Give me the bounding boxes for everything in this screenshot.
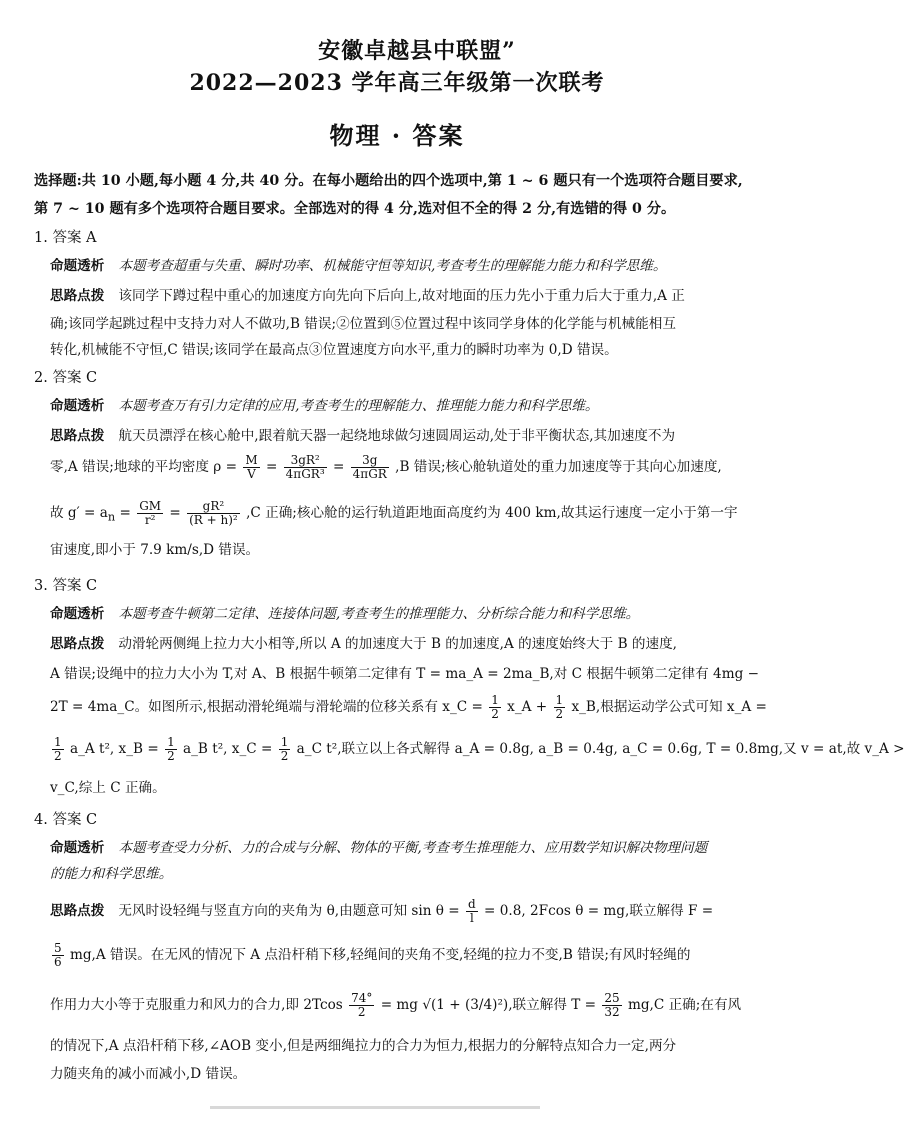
q4-hint-text-3a: 作用力大小等于克服重力和风力的合力,即 2Tcos: [50, 997, 343, 1013]
q4-analysis-line-2: 的能力和科学思维。: [50, 866, 173, 882]
q3-analysis-label: 命题透析: [50, 606, 105, 622]
q4-fraction-d-l: $\frac{d}{l}$: [468, 897, 476, 925]
q3-fraction-half-3: $\frac{1}{2}$: [54, 735, 62, 763]
q3-hint-line-4: [50, 735, 905, 763]
league-title: 安徽卓越县中联盟”: [318, 38, 516, 64]
q3-fraction-half-5: $\frac{1}{2}$: [280, 735, 289, 763]
q2-equals-2: =: [332, 459, 345, 475]
q4-fraction-25-32: $\frac{25}{32}$: [604, 991, 620, 1019]
q3-kinematics-2: a_B t², x_C =: [183, 741, 273, 757]
q3-kinematics-3: a_C t²,联立以上各式解得 a_A = 0.8g, a_B = 0.4g, a_C = 0.6g, T = 0.8mg,又 v = at,故 v_A >: [296, 741, 905, 757]
q3-hint-text-1: 动滑轮两侧绳上拉力大小相等,所以 A 的加速度大于 B 的加速度,A 的速度始终大于 B 的速度,: [118, 636, 677, 652]
q1-answer: 1. 答案 A: [34, 230, 97, 246]
q4-hint-line-4: 的情况下,A 点沿杆稍下移,∠AOB 变小,但是两细绳拉力的合力为恒力,根据力的分解特点知合力一定,两分: [50, 1038, 677, 1054]
q2-hint-line-3: [50, 500, 772, 527]
q3-answer: 3. 答案 C: [34, 578, 98, 594]
q2-analysis-text: 本题考查万有引力定律的应用,考查考生的理解能力、推理能力能力和科学思维。: [118, 398, 599, 414]
q4-fraction-74-2: $\frac{74^\circ}{2}$: [351, 991, 373, 1019]
q3-analysis-text: 本题考查牛顿第二定律、连接体问题,考查考生的推理能力、分析综合能力和科学思维。: [118, 606, 640, 622]
q2-equals-3: =: [119, 505, 131, 521]
q3-fraction-half-4: $\frac{1}{2}$: [167, 735, 175, 763]
q3-hint-line-2: A 错误;设绳中的拉力大小为 T,对 A、B 根据牛顿第二定律有 T = ma_A = 2ma_B,对 C 根据牛顿第二定律有 4mg −: [50, 666, 760, 682]
q2-fraction-rho-2: $\frac{3g}{\text{4πGR}}$: [352, 453, 387, 481]
q3-displacement-tail: x_B,根据运动学公式可知 x_A =: [571, 699, 767, 715]
q4-hint-line-1: [50, 898, 772, 925]
q4-analysis-label: 命题透析: [50, 840, 105, 856]
q3-hint-line-5: v_C,综上 C 正确。: [50, 780, 166, 796]
q4-hint-text-3c: mg,C 正确;在有风: [627, 997, 742, 1013]
q2-hint-text-1: 航天员漂浮在核心舱中,跟着航天器一起绕地球做匀速圆周运动,处于非平衡状态,其加速度不为: [118, 428, 676, 444]
q1-analysis-label: 命题透析: [50, 258, 105, 274]
q2-gprime-tail: ,C 正确;核心舱的运行轨道距地面高度约为 400 km,故其运行速度一定小于第一宇: [246, 505, 738, 521]
q3-displacement-text: 2T = 4ma_C。如图所示,根据动滑轮绳端与滑轮端的位移关系有 x_C =: [50, 699, 483, 715]
q1-hint-line-1: [50, 286, 772, 306]
q2-gprime-text: 故 g′ = a: [50, 505, 108, 521]
q1-analysis-text: 本题考查超重与失重、瞬时功率、机械能守恒等知识,考查考生的理解能力能力和科学思维。: [118, 258, 667, 274]
q2-hint-line-1: [50, 426, 772, 446]
footer-faded-line: [210, 1106, 540, 1109]
q3-fraction-half-1: $\frac{1}{2}$: [491, 693, 499, 721]
q4-hint-line-3: [50, 992, 772, 1019]
q1-hint-line-2: 确;该同学起跳过程中支持力对人不做功,B 错误;②位置到⑤位置过程中该同学身体的化学能与机械能相互: [50, 316, 676, 332]
q1-hint-label: 思路点拨: [50, 288, 105, 304]
q1-hint-text-1: 该同学下蹲过程中重心的加速度方向先向下后向上,故对地面的压力先小于重力后大于重力,A 正: [118, 288, 685, 304]
q3-hint-label: 思路点拨: [50, 636, 105, 652]
q3-fraction-half-2: $\frac{1}{2}$: [555, 693, 564, 721]
q2-equals-1: =: [265, 459, 278, 475]
q4-hint-line-5: 力随夹角的减小而减小,D 错误。: [50, 1066, 247, 1082]
instructions-line-2: 第 7 ~ 10 题有多个选项符合题目要求。全部选对的得 4 分,选对但不全的得 2 分,有选错的得 0 分。: [34, 201, 676, 217]
q2-fraction-m-v: $\frac{M}{V}$: [245, 453, 258, 481]
q3-hint-line-1: [50, 634, 772, 654]
q4-hint-text-1a: 无风时设轻绳与竖直方向的夹角为 θ,由题意可知 sin θ =: [118, 903, 460, 919]
q2-analysis: [50, 396, 772, 416]
q3-hint-line-3: [50, 694, 772, 721]
q2-equals-4: =: [169, 505, 181, 521]
q2-fraction-rho-1: $\frac{\text{3gR²}}{\text{4πGR³}}$: [285, 453, 325, 481]
q4-analysis-text-1: 本题考查受力分析、力的合成与分解、物体的平衡,考查考生推理能力、应用数学知识解决物理问题: [118, 840, 708, 856]
q1-hint-line-3: 转化,机械能不守恒,C 错误;该同学在最高点③位置速度方向水平,重力的瞬时功率为 0,D 错误。: [50, 342, 618, 358]
q4-hint-text-3b: = mg √(1 + (3/4)²),联立解得 T =: [380, 997, 597, 1013]
q1-analysis: [50, 256, 772, 276]
q2-density-text: 零,A 错误;地球的平均密度 ρ =: [50, 459, 237, 475]
q2-fraction-gr2: $\frac{\text{gR²}}{\text{(R + h)²}}$: [189, 499, 238, 527]
q3-analysis: [50, 604, 772, 624]
q2-fraction-gm: $\frac{GM}{\text{r²}}$: [139, 499, 162, 527]
q4-hint-label: 思路点拨: [50, 903, 105, 919]
q4-analysis-line-1: [50, 838, 772, 858]
q2-answer: 2. 答案 C: [34, 370, 98, 386]
q4-fraction-5-6: $\frac{5}{6}$: [54, 941, 62, 969]
instructions-line-1: 选择题:共 10 小题,每小题 4 分,共 40 分。在每小题给出的四个选项中,第 1 ~ 6 题只有一个选项符合题目要求,: [34, 173, 743, 189]
q2-analysis-label: 命题透析: [50, 398, 105, 414]
q4-hint-line-2: [50, 942, 772, 969]
exam-title: 2022—2023 学年高三年级第一次联考: [189, 70, 605, 96]
q2-hint-label: 思路点拨: [50, 428, 105, 444]
q2-density-tail: ,B 错误;核心舱轨道处的重力加速度等于其向心加速度,: [395, 459, 722, 475]
q3-kinematics-1: a_A t², x_B =: [69, 741, 159, 757]
q2-hint-line-2: [50, 454, 772, 481]
q2-hint-line-4: 宙速度,即小于 7.9 km/s,D 错误。: [50, 542, 260, 558]
q4-answer: 4. 答案 C: [34, 812, 98, 828]
q2-gprime-sub: n: [107, 509, 116, 524]
q4-hint-text-1b: = 0.8, 2Fcos θ = mg,联立解得 F =: [484, 903, 714, 919]
q3-displacement-mid: x_A +: [507, 699, 548, 715]
subject-title: 物理 · 答案: [329, 121, 465, 150]
q4-hint-text-2: mg,A 错误。在无风的情况下 A 点沿杆稍下移,轻绳间的夹角不变,轻绳的拉力不变,B 错误;有风时轻绳的: [69, 947, 691, 963]
